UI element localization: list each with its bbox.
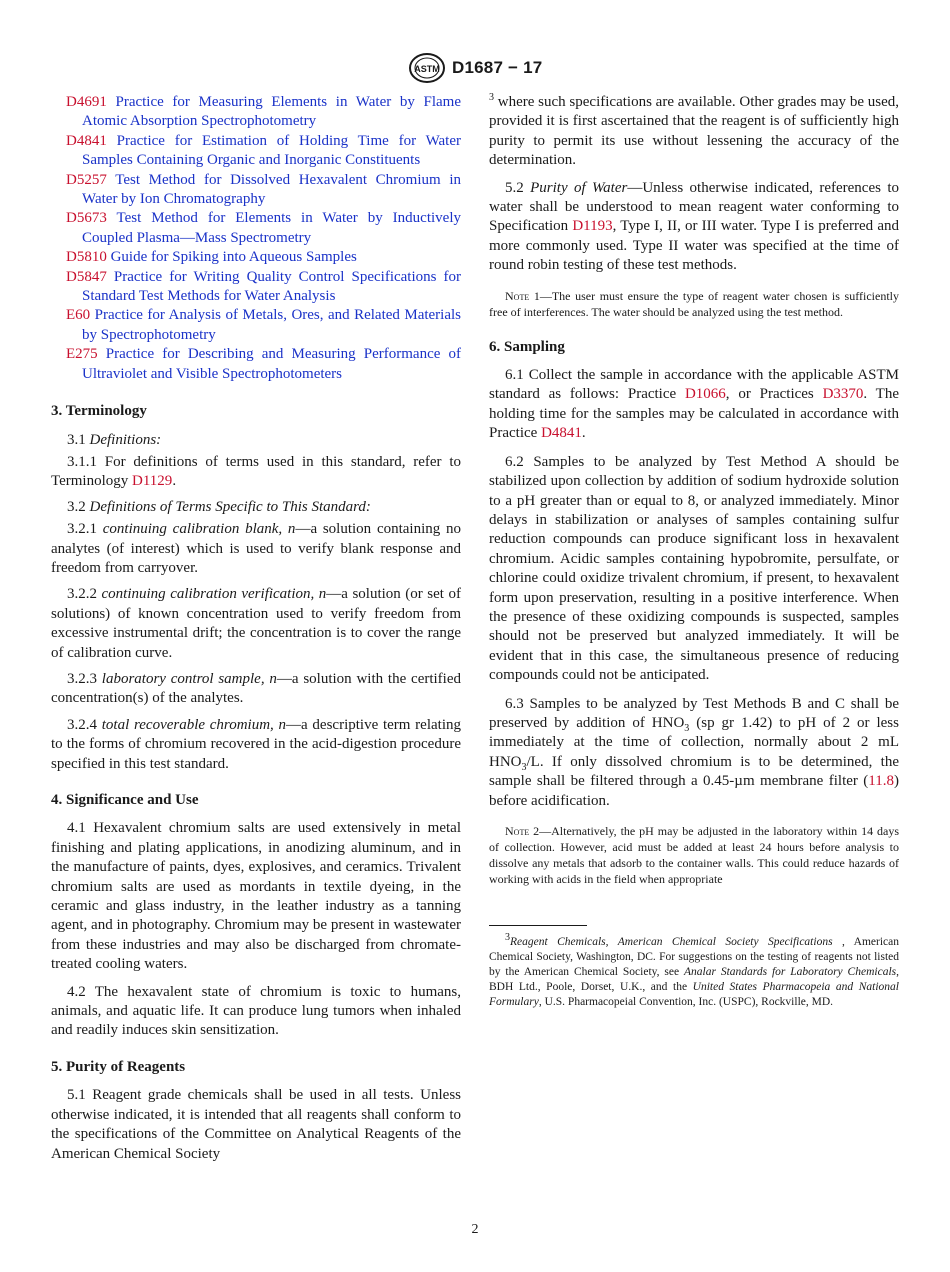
- reference-item: [51, 171, 461, 210]
- right-column: [489, 93, 899, 1010]
- reference-title-link[interactable]: Test Method for Elements in Water by Inductively Coupled Plasma—Mass Spectrometry: [82, 210, 461, 246]
- section-11-8-link[interactable]: 11.8: [868, 773, 894, 790]
- reference-title-link[interactable]: Practice for Estimation of Holding Time for Water Samples Containing Organic and Inorganic Constituents: [82, 132, 462, 169]
- document-designation: D1687 − 17: [452, 58, 543, 77]
- paragraph-5-1-continued: $^3$ where such specifications are available. Other grades may be used, provided it is first ascertained that the reagent is of sufficiently high purity to permit its use without lessening the accuracy of the determination.: [489, 92, 899, 169]
- reference-item: [51, 306, 461, 345]
- section-heading-sampling: 6. Sampling: [489, 338, 565, 355]
- svg-text:ASTM: ASTM: [414, 64, 440, 74]
- note-1: Note 1—The user must ensure the type of reagent water chosen is sufficiently free of interferences. The water should be analyzed using the test method.: [489, 288, 899, 319]
- page-header: [0, 52, 950, 86]
- reference-code-link[interactable]: D5847: [66, 268, 107, 285]
- paragraph-3-2: 3.2 Definitions of Terms Specific to This Standard:: [67, 498, 371, 515]
- reference-code-link[interactable]: D5673: [66, 210, 107, 227]
- page-number: 2: [471, 1222, 479, 1237]
- footnote-ref-3[interactable]: 3: [489, 92, 494, 103]
- footnote-divider: [489, 925, 587, 926]
- d1129-link[interactable]: D1129: [132, 473, 173, 490]
- paragraph-6-2: 6.2 Samples to be analyzed by Test Method A should be stabilized upon collection by addition of sodium hydroxide solution to a pH greater than or equal to 8, or analyzed immediately. Minor delays in stabilization or analyses of samples containing sulfur reduction compounds can produce significant loss in hexavalent chromium. Acidic samples containing hypobromite, persulfate, or chlorine could oxidize trivalent chromium, if present, to hexavalent form upon preservation, resulting in a positive interference. When the presence of these oxidizing compounds is suspected, samples should not be preserved but analyzed immediately. It will be evident that in this case, the simultaneous presence of reducing compounds could not be anticipated.: [489, 453, 899, 684]
- reference-title-link[interactable]: Practice for Describing and Measuring Performance of Ultraviolet and Visible Spectrophotometers: [82, 346, 462, 382]
- paragraph-3-1-1: 3.1.1 For definitions of terms used in this standard, refer to Terminology D1129.: [51, 453, 461, 490]
- paragraph-5-1-start: 5.1 Reagent grade chemicals shall be used in all tests. Unless otherwise indicated, it is intended that all reagents shall conform to the specifications of the Committee on Analytical Reagents of the American Chemical Society: [51, 1087, 461, 1162]
- paragraph-4-2: 4.2 The hexavalent state of chromium is toxic to humans, animals, and aquatic life. It can produce lung tumors when inhaled and readily induces skin sensitization.: [51, 983, 461, 1039]
- reference-code-link[interactable]: D5810: [66, 249, 107, 266]
- reference-item: [51, 209, 461, 248]
- paragraph-3-2-2: 3.2.2 continuing calibration verification, n—a solution (or set of solutions) of known concentration used to verify freedom from excessive instrumental drift; the concentration is to cover the range of calibration curve.: [51, 586, 461, 661]
- section-heading-purity-of-reagents: 5. Purity of Reagents: [51, 1058, 186, 1075]
- reference-title-link[interactable]: Test Method for Dissolved Hexavalent Chromium in Water by Ion Chromatography: [82, 171, 461, 208]
- left-column: [51, 93, 461, 1164]
- paragraph-3-2-1: 3.2.1 continuing calibration blank, n—a solution containing no analytes (of interest) which is used to verify blank response and freedom from carryover.: [51, 521, 462, 576]
- footnote-3: $^3$Reagent Chemicals, American Chemical Society Specifications , American Chemical Society, Washington, DC. For suggestions on the testing of reagents not listed by the American Chemical Society, see Analar Standards for Laboratory Chemicals, BDH Ltd., Poole, Dorset, U.K., and the United States Pharmacopeia and National Formulary, U.S. Pharmacopeial Convention, Inc. (USPC), Rockville, MD.: [489, 932, 900, 1008]
- reference-code-link[interactable]: D4841: [66, 132, 107, 149]
- reference-code-link[interactable]: D4691: [66, 94, 107, 110]
- paragraph-5-2: 5.2 Purity of Water—Unless otherwise indicated, references to water shall be understood to mean reagent water conforming to Specification D1193, Type I, II, or III water. Type I is preferred and more commonly used. Type II water was specified at the time of round robin testing of these test methods.: [489, 179, 900, 274]
- reference-code-link[interactable]: E60: [66, 307, 91, 324]
- reference-title-link[interactable]: Practice for Analysis of Metals, Ores, and Related Materials by Spectrophotometry: [82, 307, 462, 343]
- d4841-link[interactable]: D4841: [541, 425, 582, 442]
- paragraph-3-2-4: 3.2.4 total recoverable chromium, n—a descriptive term relating to the forms of chromium recovered in the acid-digestion procedure specified in this test standard.: [51, 716, 461, 772]
- section-heading-terminology: 3. Terminology: [51, 403, 147, 420]
- paragraph-6-1: 6.1 Collect the sample in accordance with the applicable ASTM standard as follows: Practice D1066, or Practices D3370. The holding time for the samples may be calculated in accordance with Practice D4841.: [489, 367, 899, 442]
- reference-item: [51, 93, 461, 132]
- reference-title-link[interactable]: Guide for Spiking into Aqueous Samples: [110, 249, 357, 266]
- reference-code-link[interactable]: E275: [66, 346, 98, 363]
- d1193-link[interactable]: D1193: [572, 218, 613, 235]
- reference-code-link[interactable]: D5257: [66, 171, 107, 188]
- note-2: Note 2—Alternatively, the pH may be adjusted in the laboratory within 14 days of collection. However, acid must be added at least 24 hours before analysis to dissolve any metals that adsorb to the container walls. This could reduce hazards of working with acids in the field when appropriate: [489, 824, 899, 886]
- reference-item: [51, 132, 461, 171]
- section-heading-significance: 4. Significance and Use: [51, 792, 199, 808]
- reference-item: [51, 345, 461, 384]
- reference-item: [51, 248, 461, 267]
- referenced-documents-list: [51, 93, 461, 384]
- d3370-link[interactable]: D3370: [822, 386, 864, 403]
- paragraph-3-2-3: 3.2.3 laboratory control sample, n—a solution with the certified concentration(s) of the analytes.: [51, 670, 462, 707]
- reference-title-link[interactable]: Practice for Writing Quality Control Specifications for Standard Test Methods for Water Analysis: [82, 268, 462, 305]
- reference-item: [51, 268, 461, 307]
- astm-logo-icon: [408, 52, 446, 84]
- paragraph-6-3: 6.3 Samples to be analyzed by Test Methods B and C shall be preserved by addition of $HNO_3$ (sp gr 1.42) to pH of 2 or less immediately at the time of collection, normally about 2 mL $HNO_3/L$. If only dissolved chromium is to be determined, the sample shall be filtered through a 0.45-µm membrane filter (11.8) before acidification.: [489, 695, 899, 809]
- d1066-link[interactable]: D1066: [684, 386, 726, 403]
- reference-title-link[interactable]: Practice for Measuring Elements in Water by Flame Atomic Absorption Spectrophotometry: [82, 94, 462, 130]
- paragraph-4-1: 4.1 Hexavalent chromium salts are used extensively in metal finishing and plating applications, in anodizing aluminum, and in the manufacture of paints, dyes, explosives, and ceramics. Trivalent chromium salts are used as mordants in textile dyeing, in the ceramic and glass industry, in the leather industry as a tanning agent, and in photography. Chromium may be present in wastewater from these industries and may also be discharged from chromate-treated cooling waters.: [51, 820, 461, 973]
- paragraph-3-1: 3.1 Definitions:: [67, 431, 162, 448]
